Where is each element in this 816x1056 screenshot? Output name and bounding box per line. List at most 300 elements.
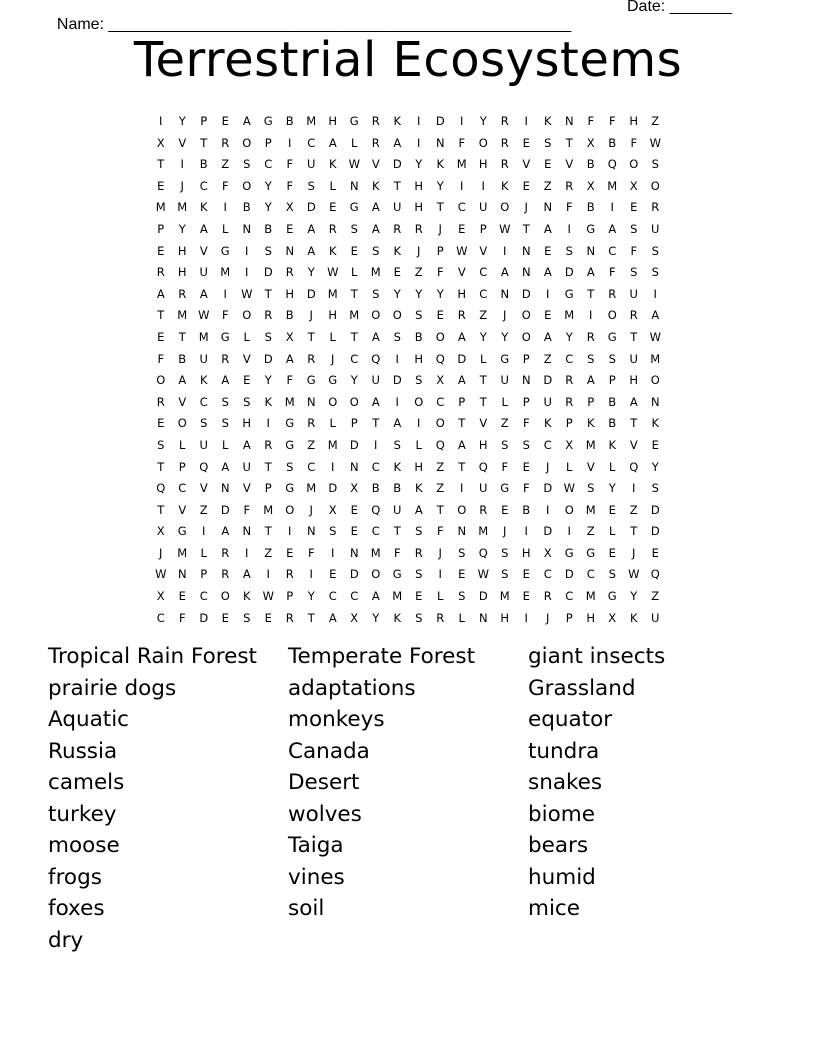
grid-letter[interactable]: S — [501, 567, 509, 582]
grid-letter[interactable]: T — [307, 610, 315, 625]
grid-letter[interactable]: H — [478, 157, 488, 172]
grid-letter[interactable]: B — [264, 221, 273, 236]
grid-letter[interactable]: R — [565, 394, 574, 409]
grid-letter[interactable]: R — [307, 416, 316, 431]
grid-letter[interactable]: T — [350, 286, 358, 301]
grid-letter[interactable]: I — [438, 567, 442, 582]
grid-letter[interactable]: J — [331, 351, 335, 366]
grid-letter[interactable]: N — [457, 524, 467, 539]
grid-letter[interactable]: D — [457, 351, 467, 366]
grid-letter[interactable]: C — [586, 567, 595, 582]
grid-letter[interactable]: T — [200, 135, 208, 150]
grid-letter[interactable]: T — [436, 200, 444, 215]
grid-letter[interactable]: A — [371, 394, 380, 409]
grid-letter[interactable]: G — [220, 329, 230, 344]
grid-letter[interactable]: S — [372, 243, 380, 258]
grid-letter[interactable]: O — [349, 394, 359, 409]
grid-letter[interactable]: D — [392, 157, 402, 172]
grid-letter[interactable]: D — [328, 481, 338, 496]
grid-letter[interactable]: H — [586, 610, 596, 625]
grid-letter[interactable]: I — [180, 157, 184, 172]
grid-letter[interactable]: C — [479, 286, 488, 301]
grid-letter[interactable]: U — [479, 200, 488, 215]
grid-letter[interactable]: Z — [307, 437, 316, 452]
grid-letter[interactable]: J — [309, 308, 313, 323]
grid-letter[interactable]: B — [608, 394, 617, 409]
grid-letter[interactable]: J — [159, 545, 163, 560]
grid-letter[interactable]: S — [200, 416, 208, 431]
grid-letter[interactable]: W — [348, 157, 360, 172]
grid-letter[interactable]: K — [393, 243, 402, 258]
grid-letter[interactable]: F — [436, 265, 444, 280]
grid-letter[interactable]: C — [371, 459, 380, 474]
grid-letter[interactable]: K — [242, 589, 251, 604]
grid-letter[interactable]: T — [393, 178, 401, 193]
grid-letter[interactable]: V — [479, 416, 488, 431]
grid-letter[interactable]: S — [415, 373, 423, 388]
grid-letter[interactable]: X — [436, 373, 445, 388]
grid-letter[interactable]: S — [264, 329, 272, 344]
grid-letter[interactable]: I — [524, 524, 528, 539]
grid-letter[interactable]: I — [245, 545, 249, 560]
grid-letter[interactable]: L — [243, 329, 250, 344]
grid-letter[interactable]: X — [350, 610, 359, 625]
grid-letter[interactable]: P — [157, 221, 165, 236]
grid-letter[interactable]: I — [653, 286, 657, 301]
grid-letter[interactable]: R — [264, 437, 273, 452]
grid-letter[interactable]: T — [436, 502, 444, 517]
grid-letter[interactable]: G — [586, 545, 596, 560]
grid-letter[interactable]: K — [393, 459, 402, 474]
grid-letter[interactable]: P — [286, 589, 294, 604]
grid-letter[interactable]: H — [414, 351, 424, 366]
grid-letter[interactable]: M — [650, 351, 661, 366]
grid-letter[interactable]: Z — [414, 265, 423, 280]
grid-letter[interactable]: A — [457, 437, 466, 452]
grid-letter[interactable]: Y — [608, 481, 616, 496]
grid-letter[interactable]: V — [178, 394, 187, 409]
grid-letter[interactable]: M — [177, 545, 188, 560]
grid-letter[interactable]: L — [501, 394, 508, 409]
grid-letter[interactable]: I — [546, 502, 550, 517]
grid-letter[interactable]: N — [306, 524, 316, 539]
grid-letter[interactable]: M — [306, 481, 317, 496]
grid-letter[interactable]: I — [288, 135, 292, 150]
grid-letter[interactable]: S — [393, 329, 401, 344]
grid-letter[interactable]: W — [649, 135, 661, 150]
grid-letter[interactable]: X — [285, 329, 294, 344]
grid-letter[interactable]: P — [350, 416, 358, 431]
grid-letter[interactable]: Y — [565, 329, 573, 344]
grid-letter[interactable]: Y — [436, 178, 444, 193]
grid-letter[interactable]: A — [242, 114, 251, 128]
grid-letter[interactable]: X — [565, 437, 574, 452]
grid-letter[interactable]: M — [564, 308, 575, 323]
grid-letter[interactable]: T — [264, 459, 272, 474]
grid-letter[interactable]: M — [177, 308, 188, 323]
grid-letter[interactable]: Y — [479, 114, 487, 128]
grid-letter[interactable]: H — [414, 459, 424, 474]
grid-letter[interactable]: Y — [264, 200, 272, 215]
grid-letter[interactable]: Q — [199, 459, 209, 474]
grid-letter[interactable]: S — [415, 524, 423, 539]
grid-letter[interactable]: P — [565, 416, 573, 431]
grid-letter[interactable]: R — [285, 265, 294, 280]
grid-letter[interactable]: F — [501, 459, 509, 474]
grid-letter[interactable]: C — [436, 394, 445, 409]
grid-letter[interactable]: I — [460, 114, 464, 128]
grid-letter[interactable]: U — [543, 394, 552, 409]
grid-letter[interactable]: S — [307, 178, 315, 193]
grid-letter[interactable]: J — [417, 243, 421, 258]
grid-letter[interactable]: P — [200, 567, 208, 582]
grid-letter[interactable]: R — [371, 135, 380, 150]
grid-letter[interactable]: S — [651, 243, 659, 258]
grid-letter[interactable]: G — [607, 329, 617, 344]
grid-letter[interactable]: O — [285, 502, 295, 517]
grid-letter[interactable]: Z — [543, 351, 552, 366]
grid-letter[interactable]: R — [500, 114, 509, 128]
grid-letter[interactable]: E — [436, 308, 444, 323]
grid-letter[interactable]: Z — [199, 502, 208, 517]
grid-letter[interactable]: N — [349, 545, 359, 560]
grid-letter[interactable]: X — [328, 502, 337, 517]
grid-letter[interactable]: R — [264, 308, 273, 323]
grid-letter[interactable]: L — [179, 437, 186, 452]
grid-letter[interactable]: B — [285, 114, 294, 128]
grid-letter[interactable]: B — [393, 481, 402, 496]
grid-letter[interactable]: R — [221, 135, 230, 150]
grid-letter[interactable]: S — [587, 481, 595, 496]
grid-letter[interactable]: A — [328, 135, 337, 150]
grid-letter[interactable]: I — [567, 221, 571, 236]
grid-letter[interactable]: A — [285, 351, 294, 366]
grid-letter[interactable]: E — [458, 567, 466, 582]
grid-letter[interactable]: B — [586, 200, 595, 215]
grid-letter[interactable]: M — [327, 286, 338, 301]
grid-letter[interactable]: C — [350, 589, 359, 604]
grid-letter[interactable]: Y — [178, 221, 186, 236]
grid-letter[interactable]: B — [586, 157, 595, 172]
grid-letter[interactable]: E — [608, 545, 616, 560]
grid-letter[interactable]: T — [264, 286, 272, 301]
grid-letter[interactable]: K — [414, 481, 423, 496]
grid-letter[interactable]: E — [221, 114, 229, 128]
grid-letter[interactable]: L — [480, 351, 487, 366]
grid-letter[interactable]: H — [500, 610, 510, 625]
grid-letter[interactable]: O — [392, 308, 402, 323]
grid-letter[interactable]: D — [564, 567, 574, 582]
grid-letter[interactable]: E — [350, 502, 358, 517]
grid-letter[interactable]: L — [609, 524, 616, 539]
grid-letter[interactable]: S — [608, 351, 616, 366]
grid-letter[interactable]: M — [198, 329, 209, 344]
grid-letter[interactable]: O — [328, 394, 338, 409]
grid-letter[interactable]: O — [607, 308, 617, 323]
grid-letter[interactable]: U — [629, 351, 638, 366]
grid-letter[interactable]: D — [306, 200, 316, 215]
grid-letter[interactable]: R — [371, 114, 380, 128]
grid-letter[interactable]: Z — [436, 459, 445, 474]
grid-letter[interactable]: S — [221, 394, 229, 409]
grid-letter[interactable]: T — [630, 329, 638, 344]
grid-letter[interactable]: L — [222, 437, 229, 452]
grid-letter[interactable]: Q — [371, 351, 381, 366]
grid-letter[interactable]: R — [436, 610, 445, 625]
grid-letter[interactable]: E — [458, 221, 466, 236]
grid-letter[interactable]: D — [478, 589, 488, 604]
grid-letter[interactable]: E — [178, 589, 186, 604]
grid-letter[interactable]: T — [178, 329, 186, 344]
grid-letter[interactable]: E — [651, 437, 659, 452]
grid-letter[interactable]: Y — [264, 178, 272, 193]
grid-letter[interactable]: S — [415, 610, 423, 625]
grid-letter[interactable]: W — [499, 221, 511, 236]
grid-letter[interactable]: P — [264, 481, 272, 496]
grid-letter[interactable]: S — [630, 265, 638, 280]
grid-letter[interactable]: I — [395, 394, 399, 409]
grid-letter[interactable]: E — [651, 545, 659, 560]
grid-letter[interactable]: E — [544, 308, 552, 323]
grid-letter[interactable]: A — [199, 221, 208, 236]
grid-letter[interactable]: M — [499, 589, 510, 604]
grid-letter[interactable]: E — [544, 157, 552, 172]
grid-letter[interactable]: X — [350, 481, 359, 496]
grid-letter[interactable]: W — [262, 589, 274, 604]
grid-letter[interactable]: I — [589, 308, 593, 323]
grid-letter[interactable]: H — [414, 200, 424, 215]
grid-letter[interactable]: I — [417, 114, 421, 128]
grid-letter[interactable]: A — [328, 610, 337, 625]
grid-letter[interactable]: R — [178, 286, 187, 301]
grid-letter[interactable]: O — [650, 178, 660, 193]
grid-letter[interactable]: O — [457, 502, 467, 517]
name-field[interactable]: Name: ____________________________________________________ — [56, 16, 572, 33]
grid-letter[interactable]: F — [630, 243, 638, 258]
grid-letter[interactable]: C — [565, 351, 574, 366]
grid-letter[interactable]: N — [521, 373, 531, 388]
grid-letter[interactable]: I — [546, 286, 550, 301]
grid-letter[interactable]: J — [546, 610, 550, 625]
grid-letter[interactable]: O — [156, 373, 166, 388]
grid-letter[interactable]: G — [306, 373, 316, 388]
grid-letter[interactable]: T — [522, 221, 530, 236]
grid-letter[interactable]: X — [543, 545, 552, 560]
grid-letter[interactable]: A — [414, 502, 423, 517]
grid-letter[interactable]: N — [242, 221, 252, 236]
grid-letter[interactable]: R — [565, 178, 574, 193]
grid-letter[interactable]: C — [608, 243, 617, 258]
grid-letter[interactable]: M — [392, 589, 403, 604]
grid-letter[interactable]: G — [500, 351, 510, 366]
grid-letter[interactable]: E — [501, 502, 509, 517]
grid-letter[interactable]: G — [392, 567, 402, 582]
grid-letter[interactable]: P — [479, 221, 487, 236]
grid-letter[interactable]: W — [241, 286, 253, 301]
grid-letter[interactable]: I — [610, 200, 614, 215]
grid-letter[interactable]: I — [481, 178, 485, 193]
grid-letter[interactable]: W — [649, 329, 661, 344]
grid-letter[interactable]: K — [264, 394, 273, 409]
grid-letter[interactable]: S — [458, 545, 466, 560]
grid-letter[interactable]: O — [500, 200, 510, 215]
grid-letter[interactable]: Y — [178, 114, 186, 128]
grid-letter[interactable]: D — [263, 351, 273, 366]
grid-letter[interactable]: D — [650, 524, 660, 539]
grid-letter[interactable]: K — [393, 610, 402, 625]
grid-letter[interactable]: I — [524, 610, 528, 625]
grid-letter[interactable]: U — [629, 286, 638, 301]
grid-letter[interactable]: G — [500, 481, 510, 496]
grid-letter[interactable]: I — [417, 135, 421, 150]
grid-letter[interactable]: E — [522, 589, 530, 604]
grid-letter[interactable]: E — [522, 135, 530, 150]
grid-letter[interactable]: E — [350, 243, 358, 258]
grid-letter[interactable]: U — [393, 200, 402, 215]
grid-letter[interactable]: I — [245, 265, 249, 280]
grid-letter[interactable]: L — [437, 589, 444, 604]
grid-letter[interactable]: O — [242, 135, 252, 150]
grid-letter[interactable]: R — [285, 610, 294, 625]
grid-letter[interactable]: Y — [651, 459, 659, 474]
grid-letter[interactable]: R — [543, 589, 552, 604]
grid-letter[interactable]: F — [286, 178, 294, 193]
grid-letter[interactable]: K — [199, 373, 208, 388]
grid-letter[interactable]: L — [329, 329, 336, 344]
grid-letter[interactable]: T — [587, 286, 595, 301]
date-field[interactable]: Date: _______ — [627, 0, 732, 15]
grid-letter[interactable]: F — [630, 135, 638, 150]
grid-letter[interactable]: D — [543, 524, 553, 539]
grid-letter[interactable]: A — [586, 373, 595, 388]
grid-letter[interactable]: S — [372, 286, 380, 301]
grid-letter[interactable]: T — [157, 308, 165, 323]
grid-letter[interactable]: O — [564, 502, 574, 517]
grid-letter[interactable]: H — [177, 265, 187, 280]
grid-letter[interactable]: R — [328, 221, 337, 236]
grid-letter[interactable]: A — [199, 286, 208, 301]
grid-letter[interactable]: J — [632, 545, 636, 560]
grid-letter[interactable]: E — [329, 200, 337, 215]
grid-letter[interactable]: Y — [501, 329, 509, 344]
grid-letter[interactable]: D — [349, 567, 359, 582]
grid-letter[interactable]: C — [199, 178, 208, 193]
grid-letter[interactable]: A — [393, 135, 402, 150]
grid-letter[interactable]: F — [221, 178, 229, 193]
grid-letter[interactable]: Z — [264, 545, 273, 560]
grid-letter[interactable]: S — [458, 589, 466, 604]
grid-letter[interactable]: C — [307, 459, 316, 474]
grid-letter[interactable]: O — [414, 394, 424, 409]
grid-letter[interactable]: M — [607, 178, 618, 193]
grid-letter[interactable]: X — [629, 178, 638, 193]
grid-letter[interactable]: O — [371, 308, 381, 323]
grid-letter[interactable]: E — [522, 567, 530, 582]
grid-letter[interactable]: L — [458, 610, 465, 625]
grid-letter[interactable]: M — [370, 545, 381, 560]
grid-letter[interactable]: L — [329, 416, 336, 431]
grid-letter[interactable]: F — [157, 351, 165, 366]
grid-letter[interactable]: R — [156, 394, 165, 409]
grid-letter[interactable]: D — [263, 265, 273, 280]
grid-letter[interactable]: B — [242, 200, 251, 215]
grid-letter[interactable]: J — [180, 178, 184, 193]
grid-letter[interactable]: Q — [156, 481, 166, 496]
grid-letter[interactable]: F — [178, 610, 186, 625]
grid-letter[interactable]: N — [586, 243, 596, 258]
grid-letter[interactable]: A — [221, 373, 230, 388]
grid-letter[interactable]: T — [157, 157, 165, 172]
grid-letter[interactable]: K — [629, 610, 638, 625]
grid-letter[interactable]: R — [393, 221, 402, 236]
grid-letter[interactable]: S — [501, 545, 509, 560]
grid-letter[interactable]: U — [199, 351, 208, 366]
grid-letter[interactable]: T — [458, 459, 466, 474]
grid-letter[interactable]: O — [521, 308, 531, 323]
grid-letter[interactable]: C — [350, 351, 359, 366]
grid-letter[interactable]: Q — [629, 459, 639, 474]
grid-letter[interactable]: Y — [307, 589, 315, 604]
grid-letter[interactable]: Z — [586, 524, 595, 539]
grid-letter[interactable]: R — [629, 308, 638, 323]
grid-letter[interactable]: C — [479, 265, 488, 280]
grid-letter[interactable]: F — [436, 524, 444, 539]
grid-letter[interactable]: R — [500, 135, 509, 150]
grid-letter[interactable]: R — [221, 567, 230, 582]
grid-letter[interactable]: G — [220, 243, 230, 258]
grid-letter[interactable]: I — [632, 481, 636, 496]
grid-letter[interactable]: O — [435, 329, 445, 344]
grid-letter[interactable]: Q — [435, 437, 445, 452]
grid-letter[interactable]: J — [309, 502, 313, 517]
grid-letter[interactable]: E — [157, 178, 165, 193]
grid-letter[interactable]: V — [565, 157, 574, 172]
grid-letter[interactable]: E — [243, 373, 251, 388]
grid-letter[interactable]: K — [500, 178, 509, 193]
grid-letter[interactable]: W — [477, 567, 489, 582]
grid-letter[interactable]: Z — [436, 481, 445, 496]
grid-letter[interactable]: F — [221, 308, 229, 323]
grid-letter[interactable]: Z — [479, 308, 488, 323]
grid-letter[interactable]: D — [543, 481, 553, 496]
grid-letter[interactable]: T — [630, 524, 638, 539]
grid-letter[interactable]: Y — [307, 265, 315, 280]
grid-letter[interactable]: P — [522, 394, 530, 409]
grid-letter[interactable]: D — [306, 286, 316, 301]
grid-letter[interactable]: M — [306, 114, 317, 128]
grid-letter[interactable]: N — [349, 178, 359, 193]
grid-letter[interactable]: C — [199, 589, 208, 604]
grid-letter[interactable]: E — [522, 178, 530, 193]
grid-letter[interactable]: K — [586, 416, 595, 431]
grid-letter[interactable]: D — [543, 373, 553, 388]
grid-letter[interactable]: E — [157, 329, 165, 344]
grid-letter[interactable]: N — [564, 114, 574, 128]
grid-letter[interactable]: F — [458, 135, 466, 150]
grid-letter[interactable]: X — [608, 610, 617, 625]
grid-letter[interactable]: N — [478, 610, 488, 625]
grid-letter[interactable]: I — [460, 481, 464, 496]
grid-letter[interactable]: S — [630, 221, 638, 236]
grid-letter[interactable]: V — [178, 502, 187, 517]
grid-letter[interactable]: A — [608, 221, 617, 236]
grid-letter[interactable]: W — [563, 481, 575, 496]
grid-letter[interactable]: A — [500, 265, 509, 280]
grid-letter[interactable]: M — [585, 589, 596, 604]
grid-letter[interactable]: I — [266, 416, 270, 431]
grid-letter[interactable]: C — [328, 589, 337, 604]
grid-letter[interactable]: S — [587, 351, 595, 366]
